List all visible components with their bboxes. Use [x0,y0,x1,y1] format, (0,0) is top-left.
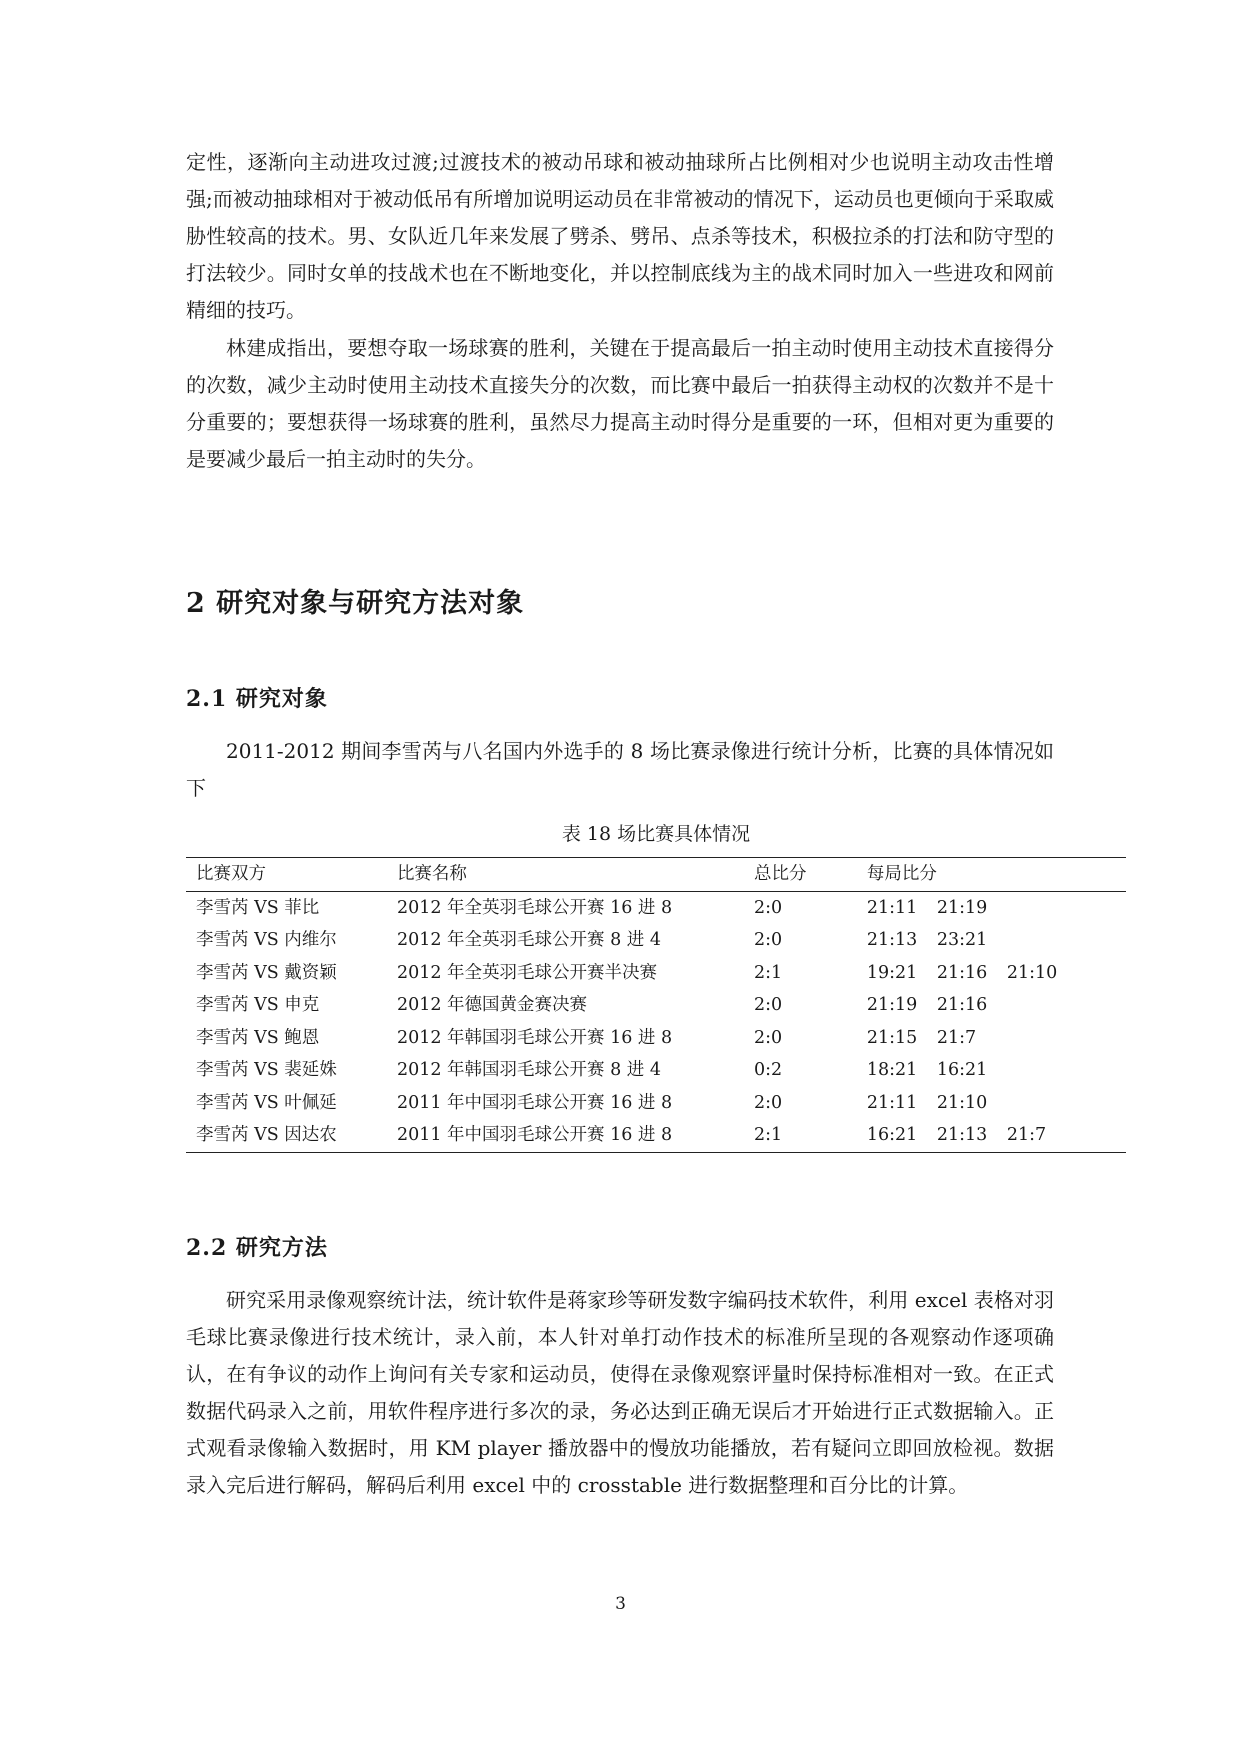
header-pair: 比赛双方 [196,864,266,884]
cell-match: 2012 年德国黄金赛决赛 [396,995,588,1015]
game-score: 23:21 [936,930,988,950]
cell-games [857,989,1126,1022]
cell-games [857,1087,1126,1120]
cell-match: 2012 年全英羽毛球公开赛 8 进 4 [396,930,661,950]
cell-pair: 李雪芮 VS 因达农 [196,1125,337,1145]
table-caption: 表 18 场比赛具体情况 [561,823,751,845]
cell-games [857,924,1126,957]
table-row [186,1054,1126,1087]
header-match: 比赛名称 [396,864,467,884]
cell-match: 2011 年中国羽毛球公开赛 16 进 8 [396,1092,673,1113]
game-score: 18:21 [866,1060,918,1080]
table-row [186,891,1126,924]
cell-pair: 李雪芮 VS 裴延姝 [196,1060,337,1080]
cell-match: 2012 年韩国羽毛球公开赛 8 进 4 [396,1060,661,1080]
cell-games [857,1054,1126,1087]
cell-total: 2:0 [753,897,783,918]
section-2-heading: 2 研究对象与研究方法对象 [186,588,525,619]
cell-match: 2011 年中国羽毛球公开赛 16 进 8 [396,1125,673,1145]
table-row [186,989,1126,1022]
section-2-1-heading: 2.1 研究对象 [186,686,328,712]
cell-pair: 李雪芮 VS 申克 [196,995,320,1015]
section-2-1-paragraph: 2011-2012 期间李雪芮与八名国内外选手的 8 场比赛录像进行统计分析，比赛的具体情况如下 [186,739,1054,800]
cell-total: 2:1 [753,1125,783,1145]
intro-paragraph-1: 定性，逐渐向主动进攻过渡;过渡技术的被动吊球和被动抽球所占比例相对少也说明主动攻击性增强;而被动抽球相对于被动低吊有所增加说明运动员在非常被动的情况下，运动员也更倾向于采取威胁性较高的技术。男、女队近几年来发展了劈杀、劈吊、点杀等技术，积极拉杀的打法和防守型的打法较少。同时女单的技战术也在不断地变化，并以控制底线为主的战术同时加入一些进攻和网前精细的技巧。 [186,150,1054,322]
cell-games [857,1119,1126,1152]
game-score: 16:21 [936,1060,988,1080]
cell-pair: 李雪芮 VS 戴资颖 [196,962,337,983]
table-row [186,1022,1126,1055]
cell-total: 2:0 [753,995,783,1015]
cell-games [857,891,1126,924]
game-score: 21:11 [866,897,918,918]
table-row [186,957,1126,990]
game-score: 21:19 [866,995,918,1015]
cell-pair: 李雪芮 VS 菲比 [196,897,320,918]
table-row [186,924,1126,957]
table-row [186,1119,1126,1152]
table-header-row [186,858,1126,892]
cell-match: 2012 年全英羽毛球公开赛半决赛 [396,962,658,983]
cell-pair: 李雪芮 VS 鲍恩 [196,1027,320,1048]
cell-total: 2:0 [753,1027,783,1048]
section-2-2-heading: 2.2 研究方法 [186,1235,328,1261]
cell-games [857,1022,1126,1055]
page-number: 3 [615,1594,626,1614]
game-score: 21:13 [936,1125,988,1145]
game-score: 16:21 [866,1125,918,1145]
cell-total: 2:0 [753,930,783,950]
cell-match: 2012 年全英羽毛球公开赛 16 进 8 [396,897,673,918]
game-score: 21:13 [866,930,918,950]
table-row [186,1087,1126,1120]
game-score: 21:16 [936,995,988,1015]
intro-paragraph-2: 林建成指出，要想夺取一场球赛的胜利，关键在于提高最后一拍主动时使用主动技术直接得分的次数，减少主动时使用主动技术直接失分的次数，而比赛中最后一拍获得主动权的次数并不是十分重要的；要想获得一场球赛的胜利，虽然尽力提高主动时得分是重要的一环，但相对更为重要的是要减少最后一拍主动时的失分。 [186,336,1054,471]
game-score: 21:19 [936,897,988,918]
game-score: 21:16 [936,962,988,983]
cell-total: 2:0 [753,1092,783,1113]
section-2-2-paragraph: 研究采用录像观察统计法，统计软件是蒋家珍等研发数字编码技术软件，利用 excel 表格对羽毛球比赛录像进行技术统计，录入前，本人针对单打动作技术的标准所呈现的各观察动作逐项确认，在有争议的动作上询问有关专家和运动员，使得在录像观察评量时保持标准相对一致。在正式数据代码录入之前，用软件程序进行多次的录，务必达到正确无误后才开始进行正式数据输入。正式观看录像输入数据时，用 KM player 播放器中的慢放功能播放，若有疑问立即回放检视。数据录入完后进行解码，解码后利用 excel 中的 crosstable 进行数据整理和百分比的计算。 [186,1288,1054,1497]
table-body [186,891,1126,1152]
game-score: 21:11 [866,1092,918,1113]
cell-total: 0:2 [753,1060,783,1080]
cell-pair: 李雪芮 VS 内维尔 [196,930,337,950]
header-total: 总比分 [753,864,807,884]
cell-games [857,957,1126,990]
match-table [186,857,1126,1153]
game-score: 21:10 [1006,962,1058,983]
game-score: 21:7 [936,1027,977,1048]
game-score: 21:7 [1006,1125,1047,1145]
cell-pair: 李雪芮 VS 叶佩延 [196,1092,337,1113]
game-score: 21:10 [936,1092,988,1113]
cell-match: 2012 年韩国羽毛球公开赛 16 进 8 [396,1027,673,1048]
cell-total: 2:1 [753,962,783,983]
game-score: 19:21 [866,962,918,983]
game-score: 21:15 [866,1027,918,1048]
header-games: 每局比分 [866,864,937,884]
